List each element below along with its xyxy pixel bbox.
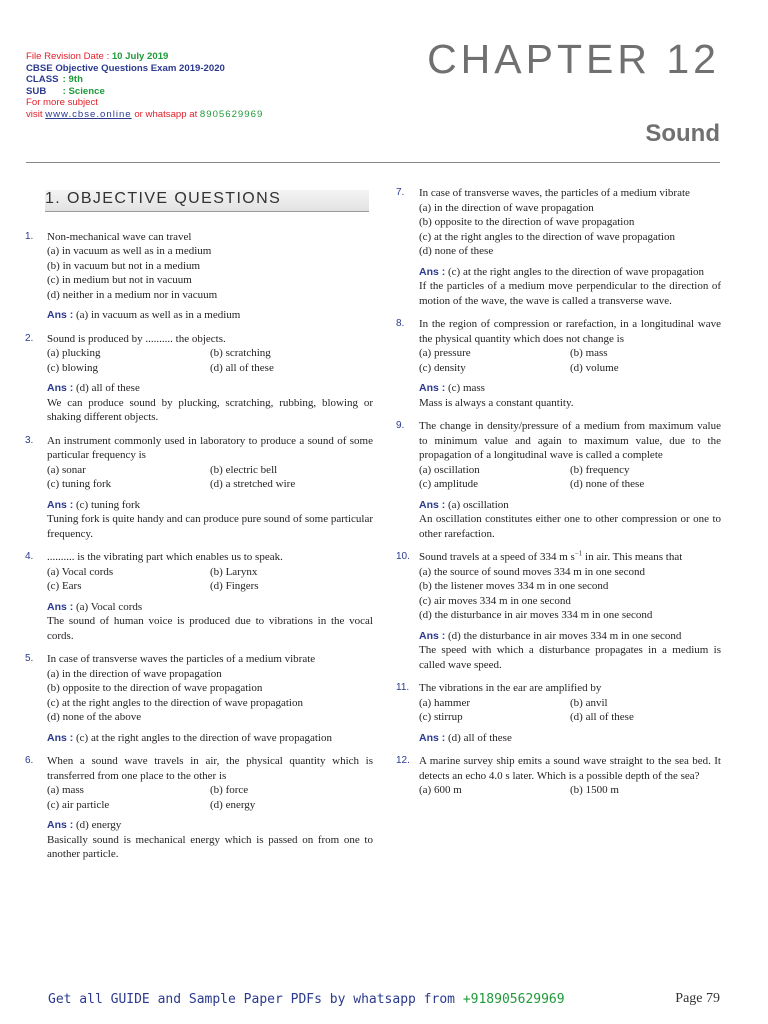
answer-option: (c) at the right angles to the direction of wave propagation [419, 230, 675, 243]
answer-label: Ans : [47, 382, 74, 394]
answer-option: (d) none of these [419, 245, 494, 257]
left-column [25, 186, 373, 871]
answer-option: (b) scratching [210, 347, 271, 359]
answer-explanation: Tuning fork is quite handy and can produce pure sound of some particular frequency. [47, 513, 373, 540]
answer-options-grid [47, 346, 373, 375]
header-divider [26, 162, 720, 163]
answer-option: (a) in the direction of wave propagation [47, 667, 222, 680]
answer-text: (a) Vocal cords [76, 600, 143, 613]
answer-text: (c) mass [448, 382, 485, 394]
answer-line [419, 381, 721, 396]
question-item [396, 549, 721, 672]
answer-option: (a) mass [47, 784, 84, 796]
question-text: .......... is the vibrating part which enables us to speak. [47, 551, 283, 563]
answer-options-grid [47, 565, 373, 594]
answer-line [419, 629, 721, 644]
revision-label: File Revision Date : [26, 51, 112, 62]
answer-option: (b) 1500 m [570, 784, 619, 796]
answer-option: (c) tuning fork [47, 478, 112, 490]
website-link[interactable]: www.cbse.online [45, 108, 132, 120]
question-text: In case of transverse waves the particles of a medium vibrate [47, 653, 316, 665]
question-item [25, 230, 373, 323]
answer-label: Ans : [47, 731, 74, 744]
question-item [396, 186, 721, 308]
question-number: 7. [396, 187, 405, 198]
answer-option: (a) pressure [419, 347, 471, 359]
class-label: CLASS [26, 74, 59, 86]
answer-explanation: The sound of human voice is produced due to vibrations in the vocal cords. [47, 615, 373, 642]
answer-option: (d) energy [210, 798, 256, 811]
question-number: 6. [25, 755, 34, 766]
right-column [396, 186, 721, 807]
answer-text: (c) at the right angles to the direction of wave propagation [448, 265, 704, 278]
question-item [396, 317, 721, 410]
question-text-post: in air. This means that [582, 551, 683, 563]
answer-option: (c) air particle [47, 798, 110, 811]
question-text: Non-mechanical wave can travel [47, 230, 192, 243]
answer-option: (a) Vocal cords [47, 565, 114, 578]
question-number: 11. [396, 682, 410, 693]
answer-line [47, 600, 373, 615]
answer-line [47, 498, 373, 513]
question-superscript: −1 [574, 549, 583, 558]
answer-label: Ans : [47, 600, 74, 613]
answer-option: (b) force [210, 784, 249, 796]
answer-option: (c) in medium but not in vacuum [47, 274, 192, 286]
more-subject-text: For more subject [26, 97, 98, 109]
answer-line [419, 265, 721, 280]
answer-option: (d) none of the above [47, 711, 142, 723]
answer-explanation: If the particles of a medium move perpendicular to the direction of motion of the wave, the wave is called a transverse wave. [419, 280, 721, 307]
answer-option: (b) frequency [570, 463, 630, 476]
answer-option: (a) plucking [47, 347, 101, 359]
answer-option: (b) in vacuum but not in a medium [47, 259, 201, 272]
answer-option: (d) none of these [570, 478, 645, 490]
answer-option: (d) the disturbance in air moves 334 m in one second [419, 609, 653, 621]
answer-line [419, 498, 721, 513]
answer-label: Ans : [419, 382, 446, 394]
answer-option: (b) opposite to the direction of wave propagation [419, 216, 635, 228]
answer-option: (b) mass [570, 347, 608, 359]
question-number: 12. [396, 755, 410, 766]
chapter-title: CHAPTER 12 [427, 36, 720, 82]
answer-text: (d) the disturbance in air moves 334 m in one second [448, 629, 682, 642]
question-number: 4. [25, 551, 34, 562]
question-item [25, 754, 373, 862]
class-value: : 9th [62, 74, 83, 86]
question-text: Sound is produced by .......... the objects. [47, 332, 226, 345]
answer-label: Ans : [419, 731, 446, 744]
question-text: In case of transverse waves, the particles of a medium vibrate [419, 187, 690, 199]
answer-option: (b) anvil [570, 696, 608, 709]
answer-option: (c) Ears [47, 580, 82, 592]
answer-option: (c) stirrup [419, 711, 463, 723]
answer-text: (c) at the right angles to the direction of wave propagation [76, 731, 332, 744]
answer-text: (c) tuning fork [76, 498, 141, 511]
answer-explanation: Mass is always a constant quantity. [419, 396, 574, 409]
footer-text [48, 992, 565, 1007]
answer-option: (b) the listener moves 334 m in one second [419, 580, 609, 592]
question-item [25, 550, 373, 643]
answer-label: Ans : [47, 309, 74, 321]
question-text [419, 550, 721, 565]
answer-options-grid [419, 696, 721, 725]
answer-option: (c) density [419, 361, 466, 374]
whatsapp-text: or whatsapp at [131, 108, 200, 120]
question-text: An instrument commonly used in laboratory to produce a sound of some particular frequency is [47, 434, 373, 461]
answer-line [47, 308, 373, 323]
subject-label: SUB [26, 85, 47, 97]
answer-label: Ans : [47, 498, 74, 511]
question-item [396, 419, 721, 541]
whatsapp-phone: 8905629969 [199, 108, 264, 120]
answer-explanation: An oscillation constitutes either one to other compression or one to other rarefaction. [419, 513, 721, 540]
answer-label: Ans : [47, 819, 74, 831]
question-number: 3. [25, 434, 34, 446]
answer-option: (a) 600 m [419, 784, 462, 796]
question-number: 10. [396, 551, 410, 562]
question-number: 5. [25, 653, 34, 664]
answer-option: (a) in the direction of wave propagation [419, 201, 594, 214]
answer-text: (d) all of these [76, 382, 140, 394]
answer-option: (a) the source of sound moves 334 m in one second [419, 565, 646, 578]
question-math: 334 m s [539, 551, 575, 563]
answer-line [47, 381, 373, 396]
answer-line [47, 731, 373, 746]
answer-options-grid [419, 463, 721, 492]
question-text: In the region of compression or rarefaction, in a longitudinal wave the physical quantity which does not change is [419, 318, 721, 345]
question-number: 8. [396, 318, 405, 329]
answer-option: (c) at the right angles to the direction of wave propagation [47, 696, 303, 709]
footer-phone: +918905629969 [462, 992, 565, 1007]
answer-option: (d) Fingers [210, 580, 259, 592]
revision-date: 10 July 2019 [111, 51, 169, 62]
answer-text: (a) oscillation [448, 498, 509, 511]
question-text: The vibrations in the ear are amplified by [419, 682, 602, 694]
answer-option: (a) sonar [47, 463, 86, 476]
answer-option: (c) blowing [47, 361, 99, 374]
question-item [396, 754, 721, 798]
answer-options-grid [419, 783, 721, 798]
answer-text: (d) energy [76, 819, 122, 831]
answer-options-grid [419, 346, 721, 375]
answer-text: (d) all of these [448, 731, 512, 744]
footer-message: Get all GUIDE and Sample Paper PDFs by whatsapp from [48, 992, 463, 1007]
answer-option: (a) oscillation [419, 463, 480, 476]
answer-option: (d) all of these [210, 361, 274, 374]
answer-option: (d) a stretched wire [210, 478, 296, 490]
answer-text: (a) in vacuum as well as in a medium [76, 309, 241, 321]
question-number: 2. [25, 332, 34, 344]
answer-label: Ans : [419, 629, 446, 642]
answer-option: (d) all of these [570, 711, 634, 723]
question-text: A marine survey ship emits a sound wave straight to the sea bed. It detects an echo 4.0 s later. Which is a possible depth of the sea? [419, 755, 721, 782]
answer-explanation: Basically sound is mechanical energy which is passed on from one to another particle. [47, 833, 373, 860]
question-number: 9. [396, 420, 405, 431]
answer-label: Ans : [419, 265, 446, 278]
question-text: The change in density/pressure of a medium from maximum value to minimum value and again to maximum value, due to the propagation of a longitudinal wave is called a complete [419, 420, 721, 461]
answer-option: (a) in vacuum as well as in a medium [47, 245, 212, 257]
answer-line [47, 818, 373, 833]
answer-line [419, 731, 721, 746]
answer-option: (d) neither in a medium nor in vacuum [47, 288, 218, 301]
section-heading: 1. OBJECTIVE QUESTIONS [45, 190, 369, 212]
answer-explanation: The speed with which a disturbance propagates in a medium is called wave speed. [419, 644, 721, 671]
answer-option: (d) volume [570, 361, 619, 374]
answer-options-grid [47, 463, 373, 492]
chapter-subject: Sound [645, 120, 720, 147]
question-item [25, 332, 373, 425]
answer-explanation: We can produce sound by plucking, scratching, rubbing, blowing or shaking different objects. [47, 396, 373, 423]
answer-option: (a) hammer [419, 696, 470, 709]
answer-label: Ans : [419, 498, 446, 511]
exam-name: CBSE Objective Questions Exam 2019-2020 [26, 62, 225, 74]
subject-value: : Science [62, 85, 105, 97]
question-item [25, 652, 373, 745]
question-item [396, 681, 721, 745]
answer-option: (b) electric bell [210, 463, 278, 476]
question-number: 1. [25, 230, 34, 242]
answer-options-grid [47, 783, 373, 812]
answer-option: (c) amplitude [419, 478, 478, 490]
visit-text: visit [26, 108, 46, 120]
question-text: When a sound wave travels in air, the physical quantity which is transferred from one place to the other is [47, 755, 373, 782]
answer-option: (b) opposite to the direction of wave propagation [47, 682, 263, 694]
question-item [25, 434, 373, 542]
document-meta [26, 51, 356, 121]
question-text-pre: Sound travels at a speed of [419, 551, 540, 563]
answer-option: (b) Larynx [210, 565, 258, 578]
answer-option: (c) air moves 334 m in one second [419, 594, 571, 607]
page-number: Page 79 [675, 991, 720, 1006]
